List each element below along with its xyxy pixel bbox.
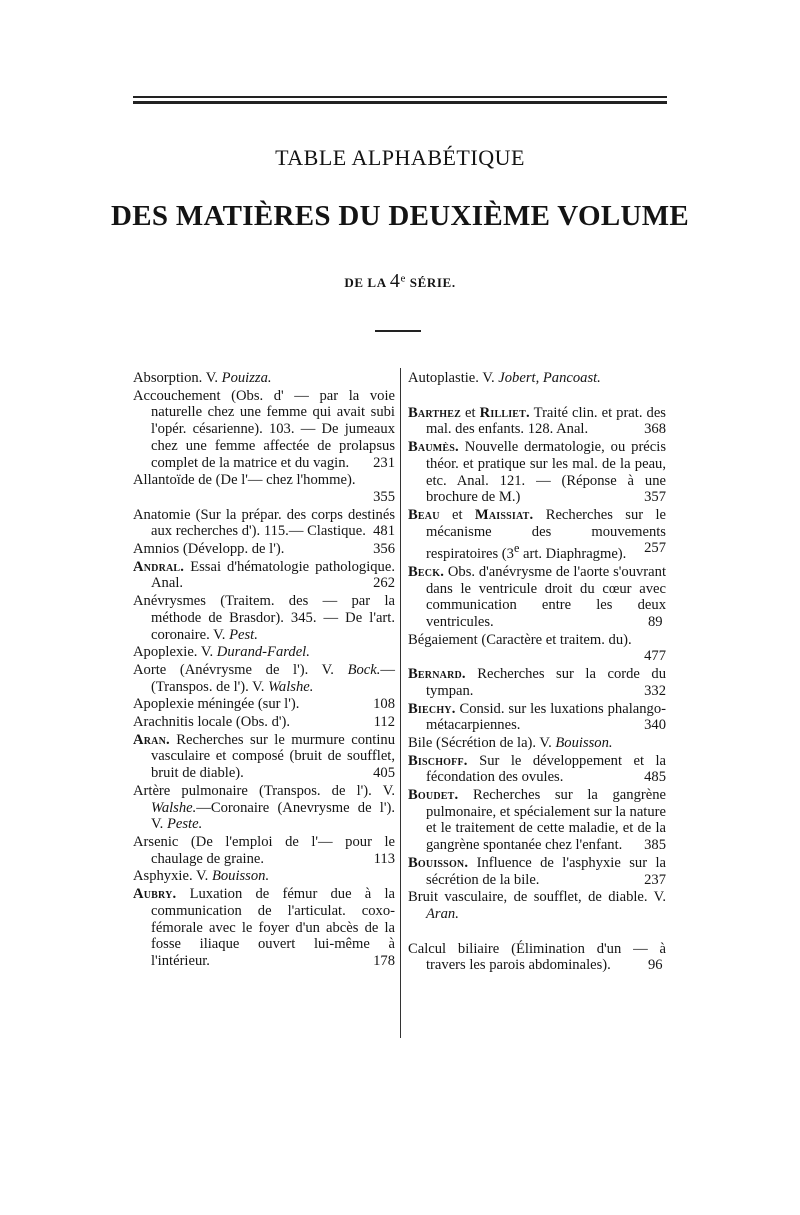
page-number: 178: [373, 952, 395, 969]
superscript: e: [513, 541, 520, 556]
index-entry: [133, 388, 395, 472]
entry-text: et: [461, 404, 480, 421]
index-entry: [133, 593, 395, 643]
author-name: Boudet.: [408, 787, 459, 804]
index-entry: Calcul biliaire (Élimination d'un — à travers les parois abdominales). 96: [408, 940, 666, 974]
rule-line: [133, 101, 667, 104]
index-entry: [408, 855, 666, 888]
index-entry: [408, 666, 666, 699]
cross-reference: Bouisson.: [555, 734, 613, 751]
page-number: 340: [644, 717, 666, 734]
index-entry: [408, 439, 666, 506]
cross-reference: Aran.: [426, 905, 459, 922]
index-entry: [133, 886, 395, 970]
index-entry: [133, 644, 395, 661]
index-entry: [133, 472, 395, 505]
author-name: Bouisson.: [408, 854, 469, 871]
index-entry: [408, 735, 666, 752]
short-rule: [375, 330, 421, 332]
entry-text: Absorption. V.: [133, 370, 222, 386]
author-name: Bernard.: [408, 666, 466, 683]
index-entry: [133, 714, 395, 731]
page-number: 231: [373, 454, 395, 471]
page-number: 112: [373, 714, 395, 731]
cross-reference: Jobert, Pancoast.: [498, 370, 601, 386]
entry-text: Asphyxie. V.: [133, 868, 212, 885]
author-name: Beck.: [408, 563, 445, 580]
page-number: 257: [644, 540, 666, 557]
entry-text: Arachnitis locale (Obs. d').: [133, 714, 291, 731]
cross-reference: Bock.: [347, 661, 381, 678]
author-name: Andral.: [133, 558, 185, 575]
author-name: Rilliet.: [479, 404, 530, 421]
author-name: Baumès.: [408, 439, 459, 456]
index-entry: [133, 370, 395, 387]
entry-text: Amnios (Développ. de l').: [133, 541, 285, 558]
page-number: 357: [644, 489, 666, 506]
index-entry: [133, 559, 395, 592]
index-entry: [133, 507, 395, 540]
cross-reference: Pest.: [229, 626, 258, 643]
entry-text: Aorte (Anévrysme de l'). V.: [133, 661, 348, 678]
page-number: 356: [373, 541, 395, 558]
entry-text: Essai d'hématologie pathologique. Anal.: [151, 558, 395, 592]
column-divider: [400, 368, 401, 1038]
page-number: 481: [373, 523, 395, 540]
page-number: 477: [644, 648, 666, 665]
entry-text: Sur le développement et la fécondation des ovules.: [426, 752, 666, 786]
entry-text: Artère pulmonaire (Transpos. de l'). V.: [133, 782, 395, 799]
entry-text: Bile (Sécrétion de la). V.: [408, 734, 556, 751]
page-number: 368: [644, 421, 666, 438]
author-name: Biechy.: [408, 700, 456, 717]
entry-text: Recherches sur le murmure continu vasculaire et composé (bruit de soufflet, bruit de diable).: [151, 731, 395, 782]
page-number: 405: [373, 765, 395, 782]
page-number: 108: [373, 696, 395, 713]
entry-text: Anévrysmes (Traitem. des — par la méthode de Brasdor). 345. — De l'art. coronaire. V.: [133, 593, 395, 643]
index-entry: [133, 732, 395, 782]
entry-text: Apoplexie méningée (sur l').: [133, 696, 300, 713]
entry-text: et: [439, 506, 475, 523]
entry-text: Arsenic (De l'emploi de l'— pour le chaulage de graine.: [133, 833, 395, 867]
index-entry: [408, 889, 666, 922]
entry-text: Obs. d'anévrysme de l'aorte s'ouvrant dans le ventricule droit du cœur avec communication entre les deux ventricules.: [426, 563, 666, 630]
cross-reference: Peste.: [166, 816, 203, 833]
page-number: 262: [373, 575, 395, 592]
entry-text: Recherches sur la gangrène pulmonaire, et spécialement sur la nature et le traitement de cette maladie, et de la gangrène spontanée chez l'enfant.: [426, 787, 666, 854]
index-entry: [408, 787, 666, 854]
title-suffix: SÉRIE.: [409, 275, 456, 290]
author-name: Beau: [408, 506, 440, 523]
author-name: Barthez: [408, 404, 462, 421]
entry-text: Apoplexie. V.: [133, 644, 217, 661]
entry-text: — (Transpos. de l'). V.: [151, 661, 395, 695]
entry-text: Allantoïde de (De l'— chez l'homme).: [133, 472, 356, 489]
series-sup: e: [400, 272, 406, 285]
cross-reference: Walshe.: [268, 678, 314, 695]
index-entry: [133, 662, 395, 695]
entry-text: Traité clin. et prat. des mal. des enfants. 128. Anal.: [426, 404, 666, 438]
index-entry: [133, 868, 395, 885]
entry-text: —Coronaire (Anevrysme de l'). V.: [151, 799, 395, 833]
page-number: 485: [644, 769, 666, 786]
author-name: Aran.: [133, 731, 170, 748]
index-column-right: [408, 370, 666, 975]
entry-text: Bégaiement (Caractère et traitem. du).: [408, 631, 632, 648]
cross-reference: Walshe.: [151, 799, 197, 816]
title-line-1: TABLE ALPHABÉTIQUE: [275, 145, 525, 170]
entry-text: Luxation de fémur due à la communication de l'articulat. coxo-fémorale avec le foyer d'un abcès de la fosse iliaque ouvert lui-même à l'intérieur.: [151, 886, 395, 969]
index-entry: Beck. Obs. d'anévrysme de l'aorte s'ouvrant dans le ventricule droit du cœur avec communication entre les deux ventricules. 89: [408, 563, 666, 630]
index-entry: [133, 783, 395, 833]
entry-text: Bruit vasculaire, de soufflet, de diable. V.: [408, 889, 666, 906]
rule-line: [133, 96, 667, 98]
cross-reference: Durand-Fardel.: [216, 644, 310, 661]
index-column-left: [133, 370, 395, 971]
top-double-rule: [133, 96, 667, 105]
index-entry: [408, 370, 666, 387]
page-number: 355: [373, 488, 395, 505]
page-number: 113: [373, 850, 395, 867]
entry-text: Anatomie (Sur la prépar. des corps destinés aux recherches d'). 115.— Clastique.: [133, 506, 395, 540]
author-name: Bischoff.: [408, 752, 468, 769]
entry-text: art. Diaphragme).: [519, 546, 627, 563]
index-entry: [408, 753, 666, 786]
entry-text: Autoplastie. V.: [408, 370, 499, 386]
cross-reference: Pouizza.: [221, 370, 272, 386]
index-entry: [133, 696, 395, 713]
entry-text: Recherches sur la corde du tympan.: [426, 666, 666, 699]
author-name: Aubry.: [133, 886, 177, 903]
index-entry: [408, 632, 666, 665]
page-number: 237: [644, 871, 666, 888]
entry-text: Recherches sur le mécanisme des mouvements respiratoires (3: [426, 506, 666, 563]
cross-reference: Bouisson.: [211, 868, 270, 885]
series-number: 4: [389, 270, 401, 292]
entry-text: Calcul biliaire (Élimination d'un — à travers les parois abdominales).: [408, 940, 666, 974]
title-prefix: DE LA: [344, 275, 386, 290]
title-line-3: [0, 270, 800, 293]
index-entry: [408, 701, 666, 734]
entry-text: Nouvelle dermatologie, ou précis théor. et pratique sur les mal. de la peau, etc. Anal. 121. — (Réponse à une brochure de M.): [426, 439, 666, 506]
author-name: Maissiat.: [474, 506, 534, 523]
page-number: 385: [644, 837, 666, 854]
index-entry: [133, 834, 395, 867]
page-number: 332: [644, 682, 666, 699]
entry-text: Consid. sur les luxations phalango-métacarpiennes.: [426, 700, 666, 734]
entry-text: Influence de l'asphyxie sur la sécrétion de la bile.: [426, 854, 666, 888]
entry-text: Accouchement (Obs. d' — par la voie naturelle chez une femme qui avait subi l'opér. césarienne). 103. — De jumeaux chez une femme affectée de prolapsus complet de la matrice et du vagin.: [133, 387, 395, 471]
title-line-2: DES MATIÈRES DU DEUXIÈME VOLUME: [110, 200, 690, 232]
index-entry: [408, 405, 666, 438]
index-entry: [133, 541, 395, 558]
index-entry: [408, 507, 666, 563]
